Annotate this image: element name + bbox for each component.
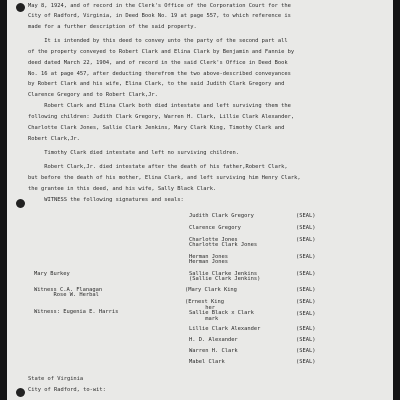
seal-mark: (SEAL) [296,271,316,277]
body-line: WITNESS the following signatures and seals: [28,197,184,203]
signature: Sallie Clarke Jenkins (Sallie Clark Jenkins) [189,271,261,283]
body-line: Robert Clark,Jr. died intestate after the death of his father,Robert Clark, [28,164,288,170]
body-line: but before the death of his mother, Elina Clark, and left surviving him Henry Clark, [28,175,301,181]
seal-mark: (SEAL) [296,237,316,243]
body-line: Timothy Clark died intestate and left no surviving children. [28,150,239,156]
body-line: made for a further description of the said property. [28,24,197,30]
signature: (Ernest King [185,299,224,305]
signature: (Mary Clark King [185,287,237,293]
seal-mark: (SEAL) [296,287,316,293]
punch-hole-middle [16,199,25,208]
body-line: Robert Clark,Jr. [28,136,80,142]
body-line: No. 16 at page 457, after deducting therefrom the two above-described conveyances [28,71,291,77]
body-line: Robert Clark and Elina Clark both died intestate and left surviving them the [28,103,291,109]
seal-mark: (SEAL) [296,225,316,231]
seal-mark: (SEAL) [296,359,316,365]
signature: Mabel Clark [189,359,225,365]
seal-mark: (SEAL) [296,299,316,305]
seal-mark: (SEAL) [296,348,316,354]
signature: Herman Jones Herman Jones [189,254,228,266]
signature: Charlotte Jones Charlotte Clark Jones [189,237,258,249]
body-line: deed dated March 22, 1904, and of record in the said Clerk's Office in Deed Book [28,60,288,66]
body-line: Clarence Gregory and to Robert Clark,Jr. [28,92,158,98]
signature: H. D. Alexander [189,337,238,343]
footer-line: City of Radford, to-wit: [28,387,106,393]
body-line: the grantee in this deed, and his wife, Sally Black Clark. [28,186,217,192]
body-line: by Robert Clark and his wife, Elina Clark, to the said Judith Clark Gregory and [28,81,285,87]
body-line: of the property conveyed to Robert Clark and Elina Clark by Benjamin and Fannie by [28,49,295,55]
signature: Clarence Gregory [189,225,241,231]
signature: Warren H. Clark [189,348,238,354]
punch-hole-top [16,3,25,12]
body-line: Charlotte Clark Jones, Sallie Clark Jenkins, Mary Clark King, Timothy Clark and [28,125,285,131]
seal-mark: (SEAL) [296,326,316,332]
witness-signature: Witness: Eugenia E. Harris [34,309,119,315]
body-line: City of Radford, Virginia, in Deed Book No. 19 at page 557, to which reference is [28,13,291,19]
signature: Judith Clark Gregory [189,213,254,219]
signature: Lillie Clark Alexander [189,326,261,332]
signature: her Sallie Black x Clark mark [189,305,254,322]
witness-signature: Witness C.A. Flanagan Rose W. Herbal [34,287,103,299]
witness-signature: Mary Burkey [34,271,70,277]
punch-hole-bottom [16,388,25,397]
seal-mark: (SEAL) [296,254,316,260]
body-line: following children: Judith Clark Gregory, Warren H. Clark, Lillie Clark Alexander, [28,114,295,120]
document-page [7,0,393,400]
seal-mark: (SEAL) [296,213,316,219]
body-line: It is intended by this deed to convey unto the party of the second part all [28,38,288,44]
footer-line: State of Virginia [28,376,84,382]
seal-mark: (SEAL) [296,337,316,343]
seal-mark: (SEAL) [296,311,316,317]
body-line: May 8, 1924, and of record in the Clerk's Office of the Corporation Court for the [28,3,291,9]
